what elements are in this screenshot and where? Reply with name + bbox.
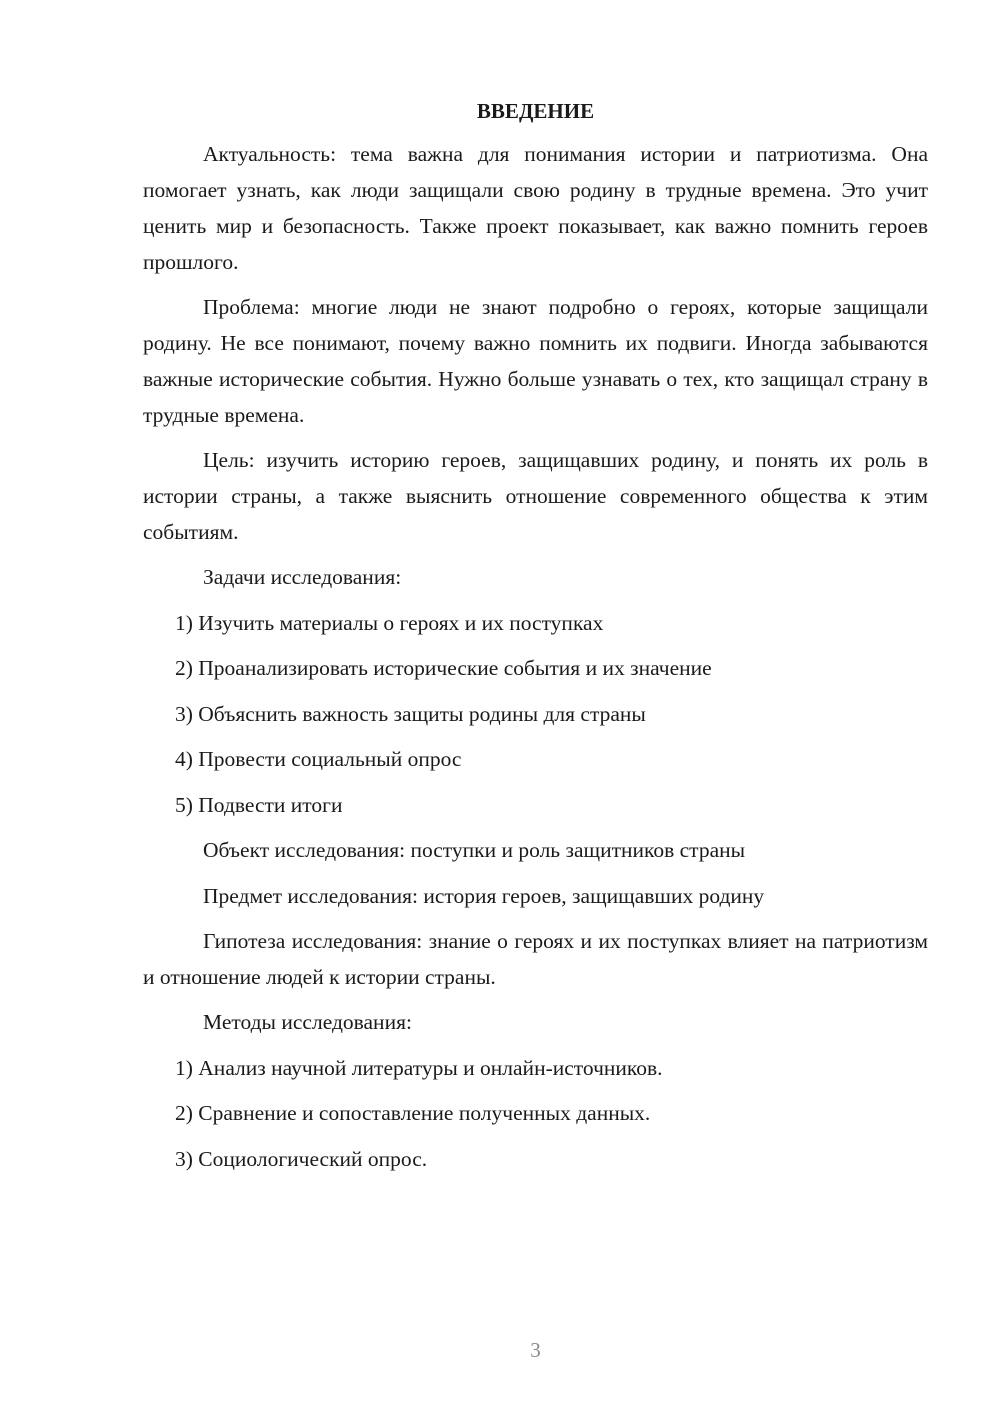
method-item: 2) Сравнение и сопоставление полученных данных. bbox=[175, 1101, 651, 1125]
task-item: 5) Подвести итоги bbox=[175, 792, 343, 817]
task-item: 4) Провести социальный опрос bbox=[175, 747, 462, 771]
section-heading: ВВЕДЕНИЕ bbox=[476, 99, 595, 123]
task-item: 2) Проанализировать исторические события и их значение bbox=[175, 656, 712, 680]
methods-list bbox=[143, 1050, 928, 1177]
problem-paragraph: Проблема: многие люди не знают подробно о героях, которые защищали родину. Не все понимают, почему важно помнить их подвиги. Иногда забываются важные исторические события. Нужно больше узнавать о тех, кто защищал страну в трудные времена. bbox=[143, 295, 928, 427]
method-item: 1) Анализ научной литературы и онлайн-источников. bbox=[175, 1055, 663, 1080]
goal-paragraph: Цель: изучить историю героев, защищавших родину, и понять их роль в истории страны, а также выяснить отношение современного общества к этим событиям. bbox=[143, 448, 928, 544]
document-body bbox=[143, 93, 928, 1186]
hypothesis-paragraph: Гипотеза исследования: знание о героях и их поступках влияет на патриотизм и отношение людей к истории страны. bbox=[143, 929, 928, 989]
relevance-paragraph: Актуальность: тема важна для понимания истории и патриотизма. Она помогает узнать, как люди защищали свою родину в трудные времена. Это учит ценить мир и безопасность. Также проект показывает, как важно помнить героев прошлого. bbox=[143, 142, 928, 274]
method-item: 3) Социологический опрос. bbox=[175, 1146, 428, 1171]
tasks-label: Задачи исследования: bbox=[203, 565, 402, 589]
page-number: 3 bbox=[530, 1338, 541, 1362]
subject-paragraph: Предмет исследования: история героев, защищавших родину bbox=[203, 883, 765, 908]
tasks-list bbox=[143, 605, 928, 823]
object-paragraph: Объект исследования: поступки и роль защитников страны bbox=[203, 838, 746, 862]
methods-label: Методы исследования: bbox=[203, 1010, 412, 1034]
task-item: 1) Изучить материалы о героях и их поступках bbox=[175, 610, 604, 635]
task-item: 3) Объяснить важность защиты родины для страны bbox=[175, 701, 646, 726]
